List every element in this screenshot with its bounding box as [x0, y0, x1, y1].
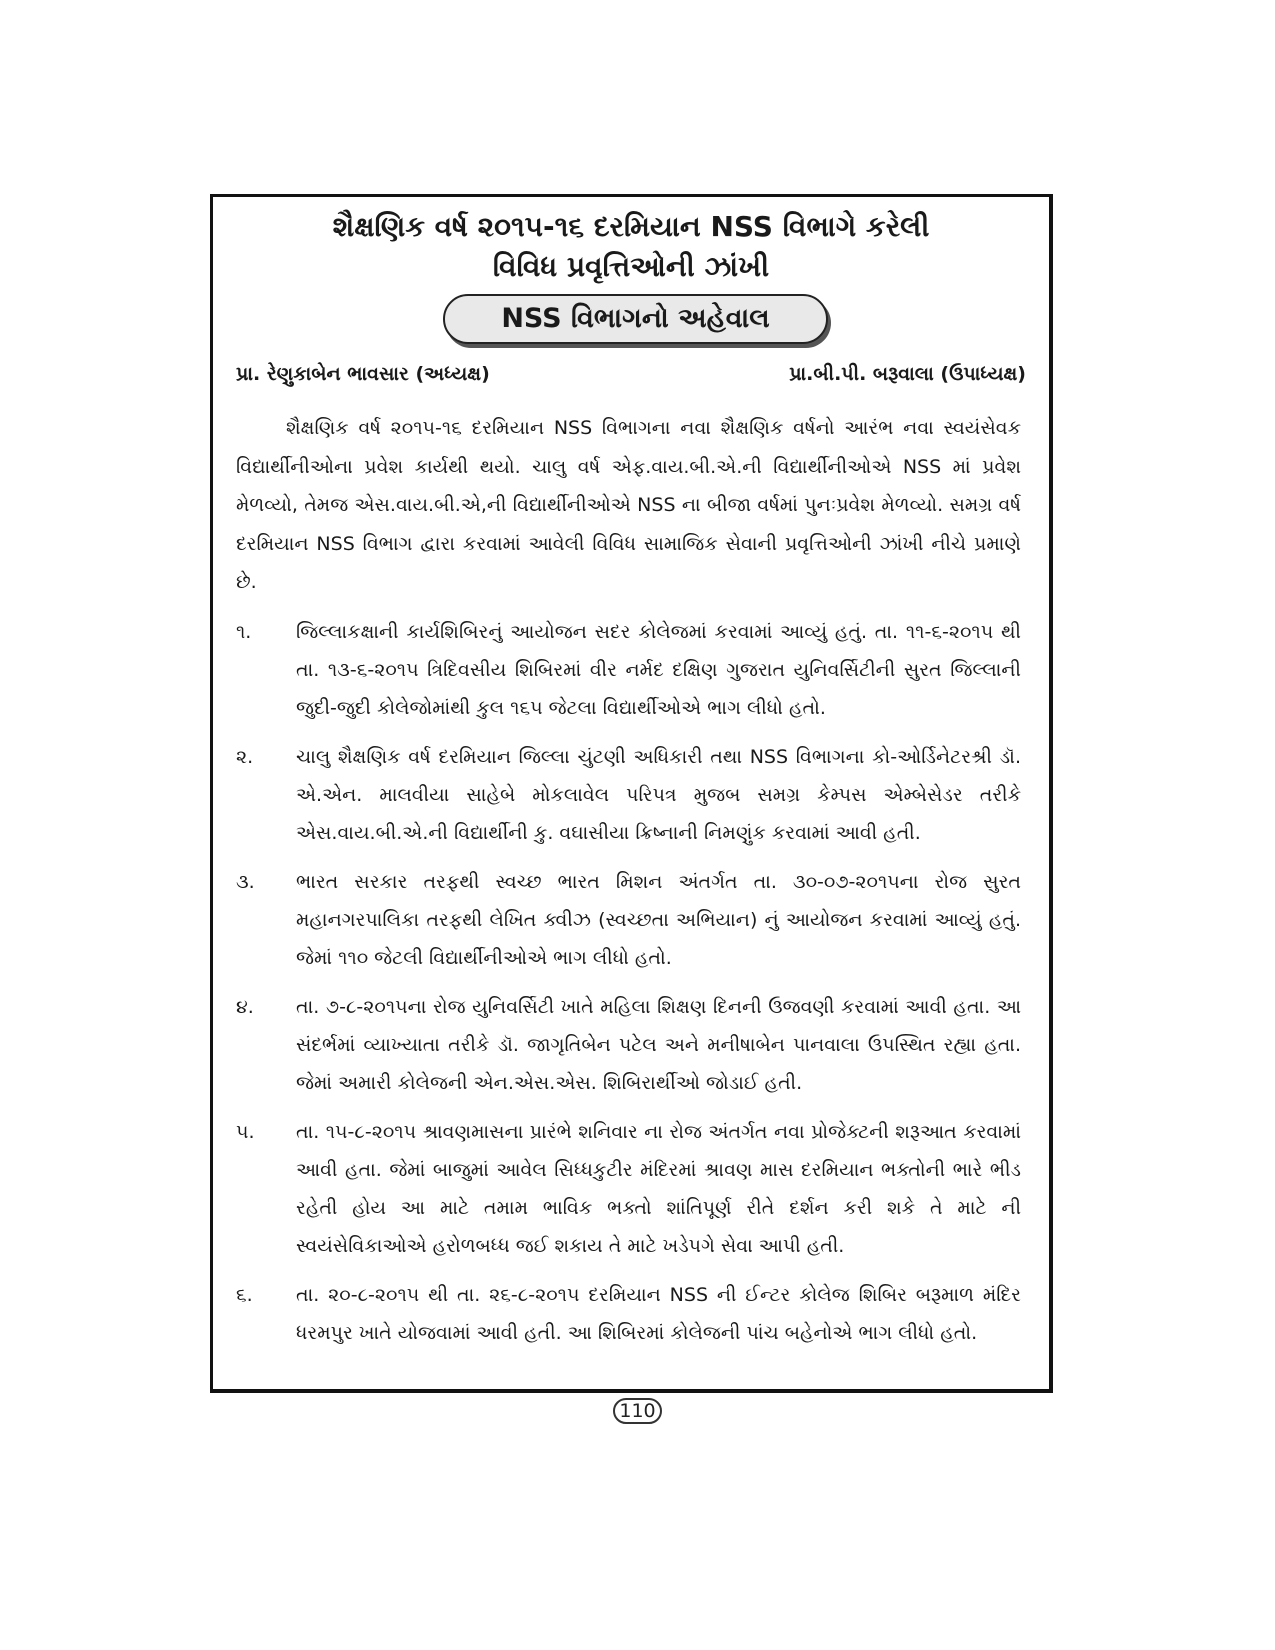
- page-frame: [210, 194, 1053, 1393]
- section-heading: NSS વિભાગનો અહેવાલ: [443, 294, 828, 344]
- vice-president-name: પ્રા.બી.પી. બરૂવાલા (ઉપાધ્યક્ષ): [789, 363, 1026, 385]
- intro-paragraph: શૈક્ષણિક વર્ષ ૨૦૧૫-૧૬ દરમિયાન NSS વિભાગના નવા શૈક્ષણિક વર્ષનો આરંભ નવા સ્વયંસેવક વિદ્યાર્થીનીઓના પ્રવેશ કાર્યથી થયો. ચાલુ વર્ષ એફ.વાય.બી.એ.ની વિદ્યાર્થીનીઓએ NSS માં પ્રવેશ મેળવ્યો, તેમજ એસ.વાય.બી.એ,ની વિદ્યાર્થીનીઓએ NSS ના બીજા વર્ષમાં પુનઃપ્રવેશ મેળવ્યો. સમગ્ર વર્ષ દરમિયાન NSS વિભાગ દ્વારા કરવામાં આવેલી વિવિધ સામાજિક સેવાની પ્રવૃત્તિઓની ઝાંખી નીચે પ્રમાણે છે.: [236, 417, 1021, 593]
- item-text: ચાલુ શૈક્ષણિક વર્ષ દરમિયાન જિલ્લા ચુંટણી અધિકારી તથા NSS વિભાગના કો-ઓર્ડિનેટરશ્રી ડૉ. એ.એન. માલવીયા સાહેબે મોકલાવેલ પરિપત્ર મુજબ સમગ્ર કેમ્પસ એમ્બેસેડર તરીકે એસ.વાય.બી.એ.ની વિદ્યાર્થીની કુ. વઘાસીયા ક્રિષ્નાની નિમણુંક કરવામાં આવી હતી.: [296, 745, 1021, 844]
- title-line-1: શૈક્ષણિક વર્ષ ૨૦૧૫-૧૬ દરમિયાન NSS વિભાગે કરેલી: [332, 210, 930, 243]
- page-number: 110: [613, 1398, 662, 1424]
- list-item: [236, 1276, 1021, 1352]
- list-item: [236, 863, 1021, 977]
- president-name: પ્રા. રેણુકાબેન ભાવસાર (અધ્યક્ષ): [236, 363, 490, 385]
- list-item: [236, 1113, 1021, 1265]
- item-text: તા. ૨૦-૮-૨૦૧૫ થી તા. ૨૬-૮-૨૦૧૫ દરમિયાન NSS ની ઈન્ટર કોલેજ શિબિર બરૂમાળ મંદિર ધરમપુર ખાતે યોજવામાં આવી હતી. આ શિબિરમાં કોલેજની પાંચ બહેનોએ ભાગ લીધો હતો.: [296, 1283, 1021, 1344]
- item-number: ૫.: [236, 1120, 255, 1143]
- list-item: [236, 613, 1021, 727]
- item-text: ભારત સરકાર તરફથી સ્વચ્છ ભારત મિશન અંતર્ગત તા. ૩૦-૦૭-૨૦૧૫ના રોજ સુરત મહાનગરપાલિકા તરફથી લેખિત ક્વીઝ (સ્વચ્છતા અભિયાન) નું આયોજન કરવામાં આવ્યું હતું. જેમાં ૧૧૦ જેટલી વિદ્યાર્થીનીઓએ ભાગ લીધો હતો.: [296, 870, 1021, 969]
- item-text: તા. ૧૫-૮-૨૦૧૫ શ્રાવણમાસના પ્રારંભે શનિવાર ના રોજ અંતર્ગત નવા પ્રોજેક્ટની શરૂઆત કરવામાં આવી હતા. જેમાં બાજુમાં આવેલ સિધ્ધકુટીર મંદિરમાં શ્રાવણ માસ દરમિયાન ભક્તોની ભારે ભીડ રહેતી હોય આ માટે તમામ ભાવિક ભક્તો શાંતિપૂર્ણ રીતે દર્શન કરી શકે તે માટે ની સ્વયંસેવિકાઓએ હરોળબધ્ધ જઈ શકાય તે માટે ખડેપગે સેવા આપી હતી.: [296, 1120, 1021, 1257]
- item-number: ૪.: [236, 995, 254, 1018]
- item-text: તા. ૭-૮-૨૦૧૫ના રોજ યુનિવર્સિટી ખાતે મહિલા શિક્ષણ દિનની ઉજવણી કરવામાં આવી હતા. આ સંદર્ભમાં વ્યાખ્યાતા તરીકે ડૉ. જાગૃતિબેન પટેલ અને મનીષાબેન પાનવાલા ઉપસ્થિત રહ્યા હતા. જેમાં અમારી કોલેજની એન.એસ.એસ. શિબિરાર્થીઓ જોડાઈ હતી.: [296, 995, 1021, 1094]
- item-text: જિલ્લાકક્ષાની કાર્યશિબિરનું આયોજન સદર કોલેજમાં કરવામાં આવ્યું હતું. તા. ૧૧-૬-૨૦૧૫ થી તા. ૧૩-૬-૨૦૧૫ ત્રિદિવસીય શિબિરમાં વીર નર્મદ દક્ષિણ ગુજરાત યુનિવર્સિટીની સુરત જિલ્લાની જુદી-જુદી કોલેજોમાંથી કુલ ૧૬૫ જેટલા વિદ્યાર્થીઓએ ભાગ લીધો હતો.: [296, 620, 1021, 719]
- title-line-2: વિવિધ પ્રવૃત્તિઓની ઝાંખી: [492, 250, 770, 283]
- report-body: [236, 409, 1021, 1352]
- item-number: ૩.: [236, 870, 255, 893]
- list-item: [236, 738, 1021, 852]
- item-number: ૬.: [236, 1283, 253, 1306]
- list-item: [236, 988, 1021, 1102]
- officers-row: [236, 357, 1026, 391]
- item-number: ૨.: [236, 745, 254, 768]
- item-number: ૧.: [236, 620, 252, 643]
